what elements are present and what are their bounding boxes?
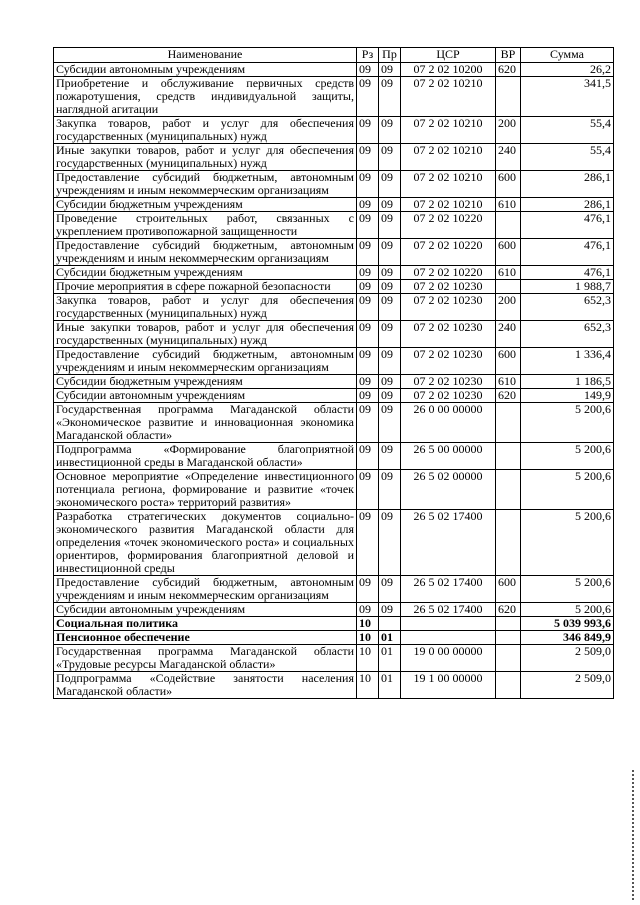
row-sum: 1 186,5 [521, 375, 614, 389]
table-header-row [54, 48, 614, 63]
row-sum: 476,1 [521, 212, 614, 239]
table-row [54, 144, 614, 171]
row-name: Иные закупки товаров, работ и услуг для обеспечения государственных (муниципальных) нужд [54, 321, 357, 348]
row-vr: 600 [496, 239, 521, 266]
table-row [54, 77, 614, 117]
header-rz: Рз [357, 48, 379, 63]
row-sum: 2 509,0 [521, 645, 614, 672]
row-rz: 09 [357, 63, 379, 77]
row-vr: 610 [496, 198, 521, 212]
row-rz: 09 [357, 348, 379, 375]
row-csr: 07 2 02 10230 [401, 294, 496, 321]
row-rz: 10 [357, 631, 379, 645]
row-rz: 09 [357, 470, 379, 510]
table-row [54, 389, 614, 403]
table-body [54, 63, 614, 699]
table-row [54, 443, 614, 470]
row-pr: 09 [379, 470, 401, 510]
row-csr: 26 5 02 17400 [401, 576, 496, 603]
row-csr: 07 2 02 10210 [401, 171, 496, 198]
row-vr [496, 645, 521, 672]
row-sum: 5 200,6 [521, 603, 614, 617]
row-csr: 19 0 00 00000 [401, 645, 496, 672]
row-sum: 652,3 [521, 294, 614, 321]
row-pr: 09 [379, 443, 401, 470]
row-csr: 07 2 02 10210 [401, 198, 496, 212]
row-csr: 07 2 02 10230 [401, 389, 496, 403]
row-rz: 09 [357, 117, 379, 144]
table-row [54, 348, 614, 375]
table-row [54, 576, 614, 603]
row-csr: 26 0 00 00000 [401, 403, 496, 443]
row-name: Субсидии автономным учреждениям [54, 389, 357, 403]
row-name: Государственная программа Магаданской области «Экономическое развитие и инновационная экономика Магаданской области» [54, 403, 357, 443]
row-name: Основное мероприятие «Определение инвестиционного потенциала региона, формирование и развитие «точек экономического роста» территорий развития» [54, 470, 357, 510]
row-pr: 09 [379, 294, 401, 321]
row-rz: 09 [357, 294, 379, 321]
row-name: Приобретение и обслуживание первичных средств пожаротушения, средств индивидуальной защиты, наглядной агитации [54, 77, 357, 117]
table-row [54, 198, 614, 212]
row-vr [496, 631, 521, 645]
row-name: Социальная политика [54, 617, 357, 631]
row-sum: 476,1 [521, 239, 614, 266]
row-rz: 09 [357, 144, 379, 171]
row-pr: 09 [379, 239, 401, 266]
row-pr: 09 [379, 389, 401, 403]
header-vr: ВР [496, 48, 521, 63]
row-name: Предоставление субсидий бюджетным, автономным учреждениям и иным некоммерческим организациям [54, 576, 357, 603]
row-sum: 476,1 [521, 266, 614, 280]
row-pr: 09 [379, 117, 401, 144]
row-rz: 09 [357, 266, 379, 280]
row-pr: 01 [379, 645, 401, 672]
row-csr: 26 5 02 17400 [401, 603, 496, 617]
row-rz: 09 [357, 375, 379, 389]
row-name: Подпрограмма «Формирование благоприятной инвестиционной среды в Магаданской области» [54, 443, 357, 470]
row-rz: 10 [357, 645, 379, 672]
row-pr: 09 [379, 266, 401, 280]
row-csr: 07 2 02 10210 [401, 117, 496, 144]
row-vr [496, 443, 521, 470]
row-sum: 1 988,7 [521, 280, 614, 294]
row-sum: 5 200,6 [521, 470, 614, 510]
table-row [54, 631, 614, 645]
row-pr: 01 [379, 672, 401, 699]
table-row [54, 294, 614, 321]
row-vr [496, 510, 521, 576]
row-sum: 2 509,0 [521, 672, 614, 699]
row-csr: 07 2 02 10220 [401, 239, 496, 266]
table-row [54, 510, 614, 576]
table-row [54, 239, 614, 266]
row-name: Закупка товаров, работ и услуг для обеспечения государственных (муниципальных) нужд [54, 294, 357, 321]
row-name: Иные закупки товаров, работ и услуг для обеспечения государственных (муниципальных) нужд [54, 144, 357, 171]
row-rz: 10 [357, 617, 379, 631]
row-vr: 620 [496, 603, 521, 617]
row-pr: 09 [379, 77, 401, 117]
header-sum: Сумма [521, 48, 614, 63]
row-csr: 19 1 00 00000 [401, 672, 496, 699]
row-vr: 240 [496, 321, 521, 348]
row-vr [496, 672, 521, 699]
row-rz: 09 [357, 280, 379, 294]
row-rz: 09 [357, 198, 379, 212]
row-sum: 149,9 [521, 389, 614, 403]
row-rz: 09 [357, 403, 379, 443]
row-name: Пенсионное обеспечение [54, 631, 357, 645]
row-sum: 26,2 [521, 63, 614, 77]
row-csr: 07 2 02 10230 [401, 375, 496, 389]
row-vr: 620 [496, 389, 521, 403]
table-row [54, 603, 614, 617]
header-pr: Пр [379, 48, 401, 63]
row-sum: 5 039 993,6 [521, 617, 614, 631]
table-row [54, 470, 614, 510]
row-name: Прочие мероприятия в сфере пожарной безопасности [54, 280, 357, 294]
row-sum: 5 200,6 [521, 576, 614, 603]
row-sum: 5 200,6 [521, 510, 614, 576]
row-csr: 07 2 02 10210 [401, 144, 496, 171]
row-name: Субсидии автономным учреждениям [54, 63, 357, 77]
row-csr: 26 5 02 00000 [401, 470, 496, 510]
row-name: Закупка товаров, работ и услуг для обеспечения государственных (муниципальных) нужд [54, 117, 357, 144]
row-sum: 286,1 [521, 171, 614, 198]
row-vr [496, 403, 521, 443]
row-vr: 610 [496, 266, 521, 280]
row-rz: 09 [357, 389, 379, 403]
row-rz: 09 [357, 239, 379, 266]
row-pr: 09 [379, 198, 401, 212]
row-vr [496, 470, 521, 510]
row-vr [496, 280, 521, 294]
row-sum: 5 200,6 [521, 443, 614, 470]
table-row [54, 645, 614, 672]
row-rz: 09 [357, 576, 379, 603]
row-csr: 26 5 02 17400 [401, 510, 496, 576]
table-row [54, 63, 614, 77]
row-rz: 09 [357, 77, 379, 117]
row-sum: 1 336,4 [521, 348, 614, 375]
row-vr: 610 [496, 375, 521, 389]
row-name: Разработка стратегических документов социально-экономического развития Магаданской области для определения «точек экономического роста» и социальных ориентиров, формирования благоприятной деловой и инвестиционной среды [54, 510, 357, 576]
row-sum: 341,5 [521, 77, 614, 117]
row-csr: 07 2 02 10220 [401, 212, 496, 239]
row-vr: 620 [496, 63, 521, 77]
row-pr: 09 [379, 576, 401, 603]
row-vr [496, 617, 521, 631]
table-row [54, 212, 614, 239]
row-csr [401, 631, 496, 645]
row-sum: 652,3 [521, 321, 614, 348]
row-pr: 09 [379, 348, 401, 375]
row-rz: 10 [357, 672, 379, 699]
row-pr: 09 [379, 63, 401, 77]
row-pr: 01 [379, 631, 401, 645]
row-pr: 09 [379, 603, 401, 617]
row-pr: 09 [379, 321, 401, 348]
row-name: Субсидии бюджетным учреждениям [54, 266, 357, 280]
row-csr: 07 2 02 10230 [401, 348, 496, 375]
row-vr: 600 [496, 348, 521, 375]
row-csr: 07 2 02 10210 [401, 77, 496, 117]
header-name: Наименование [54, 48, 357, 63]
row-csr: 07 2 02 10220 [401, 266, 496, 280]
row-pr: 09 [379, 510, 401, 576]
row-csr: 07 2 02 10230 [401, 321, 496, 348]
scan-edge-mark [632, 770, 638, 900]
row-name: Проведение строительных работ, связанных с укреплением противопожарной защищенности [54, 212, 357, 239]
row-name: Субсидии бюджетным учреждениям [54, 198, 357, 212]
table-row [54, 321, 614, 348]
row-sum: 5 200,6 [521, 403, 614, 443]
row-vr: 600 [496, 171, 521, 198]
row-rz: 09 [357, 321, 379, 348]
row-rz: 09 [357, 212, 379, 239]
table-row [54, 280, 614, 294]
row-sum: 55,4 [521, 144, 614, 171]
table-row [54, 266, 614, 280]
row-name: Предоставление субсидий бюджетным, автономным учреждениям и иным некоммерческим организациям [54, 348, 357, 375]
table-row [54, 617, 614, 631]
table-row [54, 117, 614, 144]
row-vr [496, 77, 521, 117]
row-vr [496, 212, 521, 239]
row-sum: 55,4 [521, 117, 614, 144]
row-pr: 09 [379, 212, 401, 239]
row-vr: 240 [496, 144, 521, 171]
row-pr: 09 [379, 171, 401, 198]
row-name: Субсидии автономным учреждениям [54, 603, 357, 617]
row-rz: 09 [357, 510, 379, 576]
row-rz: 09 [357, 171, 379, 198]
row-pr: 09 [379, 375, 401, 389]
row-vr: 200 [496, 294, 521, 321]
row-name: Субсидии бюджетным учреждениям [54, 375, 357, 389]
row-vr: 600 [496, 576, 521, 603]
row-csr: 26 5 00 00000 [401, 443, 496, 470]
row-name: Предоставление субсидий бюджетным, автономным учреждениям и иным некоммерческим организациям [54, 239, 357, 266]
row-pr [379, 617, 401, 631]
table-row [54, 403, 614, 443]
row-name: Государственная программа Магаданской области «Трудовые ресурсы Магаданской области» [54, 645, 357, 672]
row-csr [401, 617, 496, 631]
table-row [54, 171, 614, 198]
row-name: Подпрограмма «Содействие занятости населения Магаданской области» [54, 672, 357, 699]
row-pr: 09 [379, 403, 401, 443]
row-pr: 09 [379, 280, 401, 294]
row-name: Предоставление субсидий бюджетным, автономным учреждениям и иным некоммерческим организациям [54, 171, 357, 198]
row-csr: 07 2 02 10230 [401, 280, 496, 294]
row-sum: 286,1 [521, 198, 614, 212]
row-csr: 07 2 02 10200 [401, 63, 496, 77]
row-vr: 200 [496, 117, 521, 144]
table-row [54, 672, 614, 699]
row-rz: 09 [357, 443, 379, 470]
row-pr: 09 [379, 144, 401, 171]
budget-table [53, 47, 614, 699]
row-sum: 346 849,9 [521, 631, 614, 645]
table-row [54, 375, 614, 389]
row-rz: 09 [357, 603, 379, 617]
header-csr: ЦСР [401, 48, 496, 63]
